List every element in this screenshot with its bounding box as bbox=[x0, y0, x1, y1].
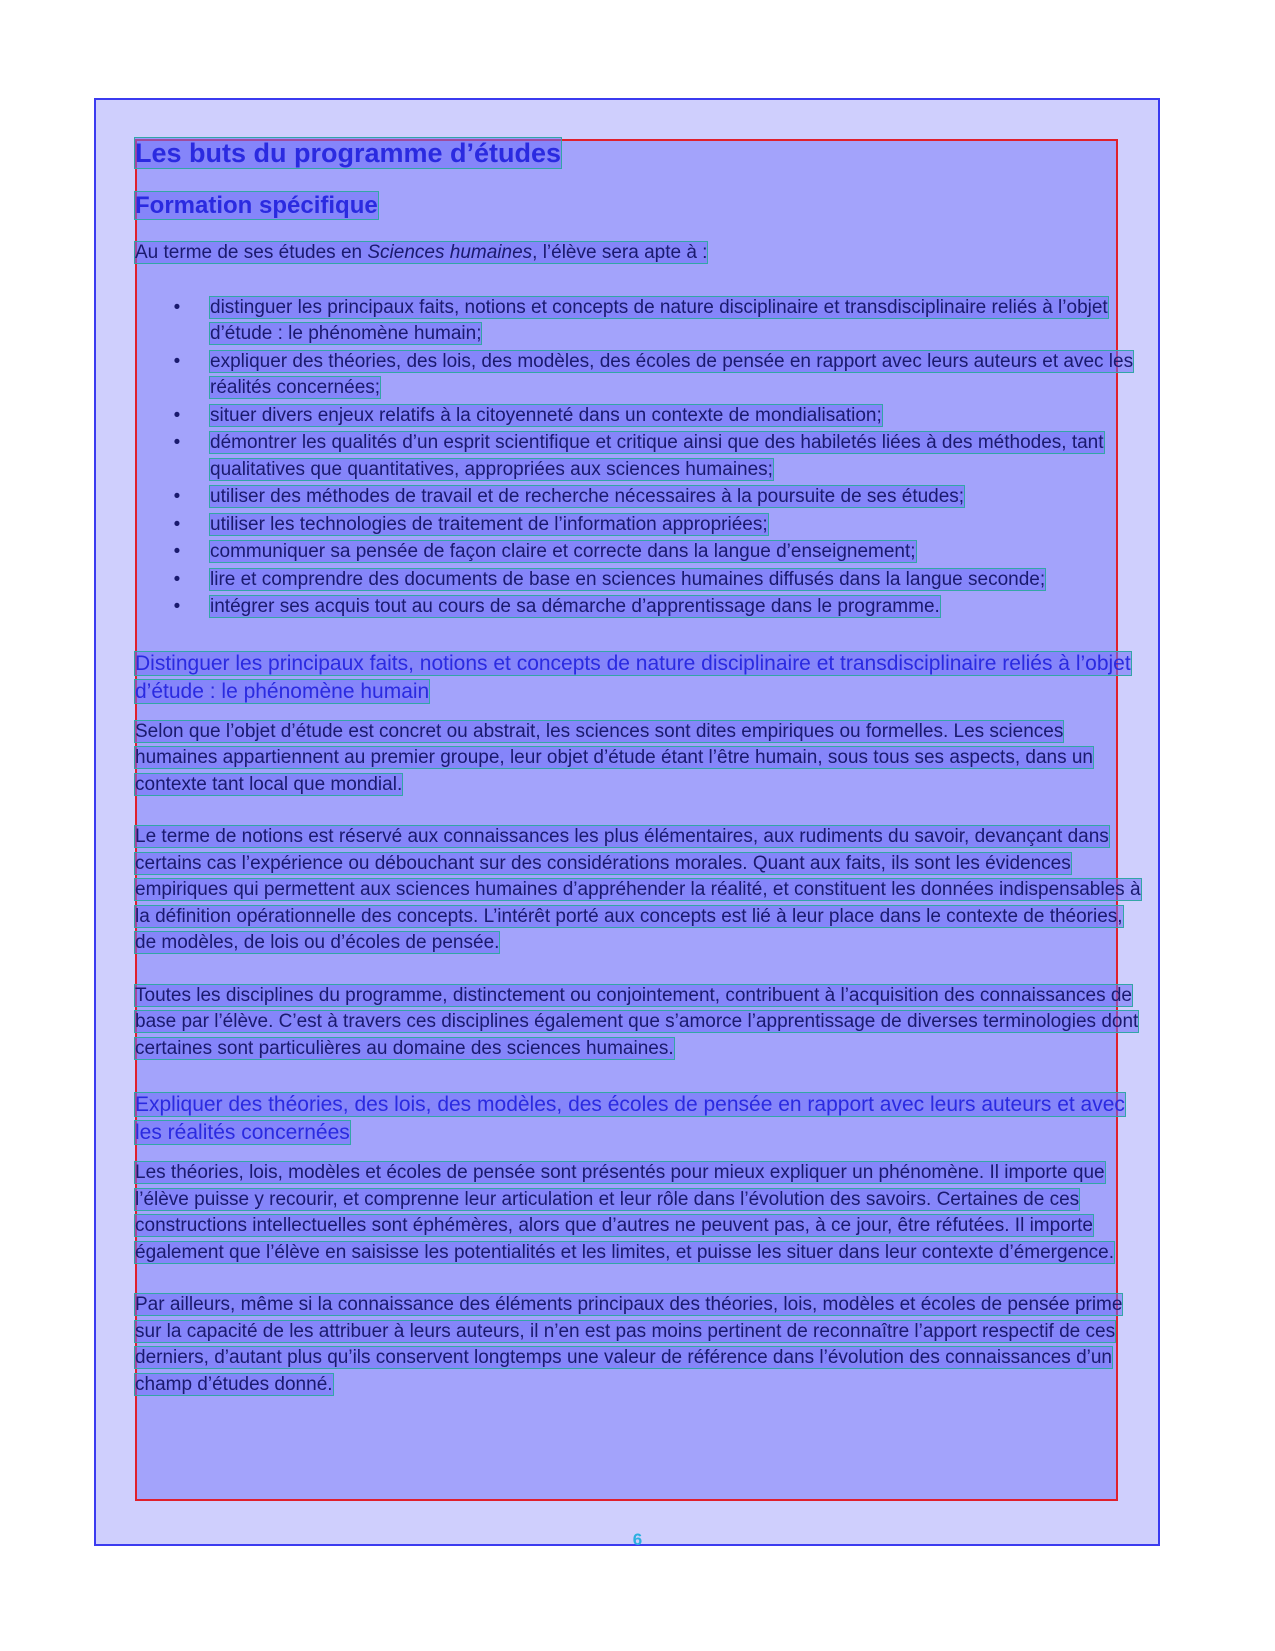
bullet-icon: • bbox=[173, 404, 181, 426]
bullet-icon: • bbox=[173, 296, 181, 318]
bullet-icon: • bbox=[173, 350, 181, 372]
list-item: • situer divers enjeux relatifs à la citoyenneté dans un contexte de mondialisation; bbox=[172, 403, 1145, 430]
sub-heading: Formation spécifique bbox=[135, 192, 378, 219]
list-item: • communiquer sa pensée de façon claire et correcte dans la langue d’enseignement; bbox=[172, 539, 1145, 566]
list-item: • utiliser les technologies de traitement de l’information appropriées; bbox=[172, 512, 1145, 539]
list-item: • distinguer les principaux faits, notions et concepts de nature disciplinaire et transdisciplinaire reliés à l’objet d’étude : le phénomène humain; bbox=[173, 296, 1108, 344]
list-item: • intégrer ses acquis tout au cours de sa démarche d’apprentissage dans le programme. bbox=[172, 594, 1145, 621]
section1-paragraph-3: Toutes les disciplines du programme, distinctement ou conjointement, contribuent à l’acquisition des connaissances de base par l’élève. C’est à travers ces disciplines également que s’amorce l’apprentissage de diverses terminologies dont certaines sont particulières au domaine des sciences humaines. bbox=[135, 984, 1139, 1059]
section1-paragraph-2: Le terme de notions est réservé aux connaissances les plus élémentaires, aux rudiments du savoir, devançant dans certains cas l’expérience ou débouchant sur des considérations morales. Quant aux faits, ils sont les évidences empiriques qui permettent aux sciences humaines d’appréhender la réalité, et constituent les données indispensables à la définition opérationnelle des concepts. L’intérêt porté aux concepts est lié à leur place dans le contexte de théories, de modèles, de lois ou d’écoles de pensée. bbox=[135, 826, 1141, 953]
section1-paragraph-1: Selon que l’objet d’étude est concret ou abstrait, les sciences sont dites empiriques ou formelles. Les sciences humaines appartiennent au premier groupe, leur objet d’étude étant l’être humain, sous tous ses aspects, dans un contexte tant local que mondial. bbox=[135, 720, 1093, 795]
bullet-icon: • bbox=[173, 513, 181, 535]
list-item: • lire et comprendre des documents de base en sciences humaines diffusés dans la langue seconde; bbox=[172, 567, 1145, 594]
page-number: 6 bbox=[632, 1530, 643, 1549]
bullet-icon: • bbox=[173, 596, 181, 617]
list-item: • démontrer les qualités d’un esprit scientifique et critique ainsi que des habiletés liées à des méthodes, tant qualitatives que quantitatives, appropriées aux sciences humaines; bbox=[173, 432, 1104, 480]
list-item: • utiliser des méthodes de travail et de recherche nécessaires à la poursuite de ses études; bbox=[172, 484, 1145, 511]
bullet-icon: • bbox=[173, 568, 181, 590]
document-body bbox=[135, 137, 1145, 1398]
section2-paragraph-1: Les théories, lois, modèles et écoles de pensée sont présentés pour mieux expliquer un phénomène. Il importe que l’élève puisse y recourir, et comprenne leur articulation et leur rôle dans l’évolution des savoirs. Certaines de ces constructions intellectuelles sont éphémères, alors que d’autres ne peuvent pas, à ce jour, être réfutées. Il importe également que l’élève en saisisse les potentialités et les limites, et puisse les situer dans leur contexte d’émergence. bbox=[135, 1162, 1115, 1263]
objectives-list bbox=[135, 295, 1145, 621]
section-heading-1: Distinguer les principaux faits, notions et concepts de nature disciplinaire et transdisciplinaire reliés à l’objet d’étude : le phénomène humain bbox=[135, 651, 1131, 703]
list-item: • expliquer des théories, des lois, des modèles, des écoles de pensée en rapport avec leurs auteurs et avec les réalités concernées; bbox=[173, 350, 1134, 398]
bullet-icon: • bbox=[173, 432, 181, 453]
section2-paragraph-2: Par ailleurs, même si la connaissance des éléments principaux des théories, lois, modèles et écoles de pensée prime sur la capacité de les attribuer à leurs auteurs, il n’en est pas moins pertinent de reconnaître l’apport respectif de ces derniers, d’autant plus qu’ils conservent longtemps une valeur de référence dans l’évolution des connaissances d’un champ d’études donné. bbox=[135, 1294, 1123, 1395]
bullet-icon: • bbox=[173, 541, 181, 562]
section-heading-2: Expliquer des théories, des lois, des modèles, des écoles de pensée en rapport avec leurs auteurs et avec les réalités concernées bbox=[135, 1093, 1125, 1144]
main-heading: Les buts du programme d’études bbox=[135, 138, 562, 168]
bullet-icon: • bbox=[173, 486, 181, 507]
intro-paragraph: Au terme de ses études en Sciences humaines, l’élève sera apte à : bbox=[135, 242, 708, 263]
